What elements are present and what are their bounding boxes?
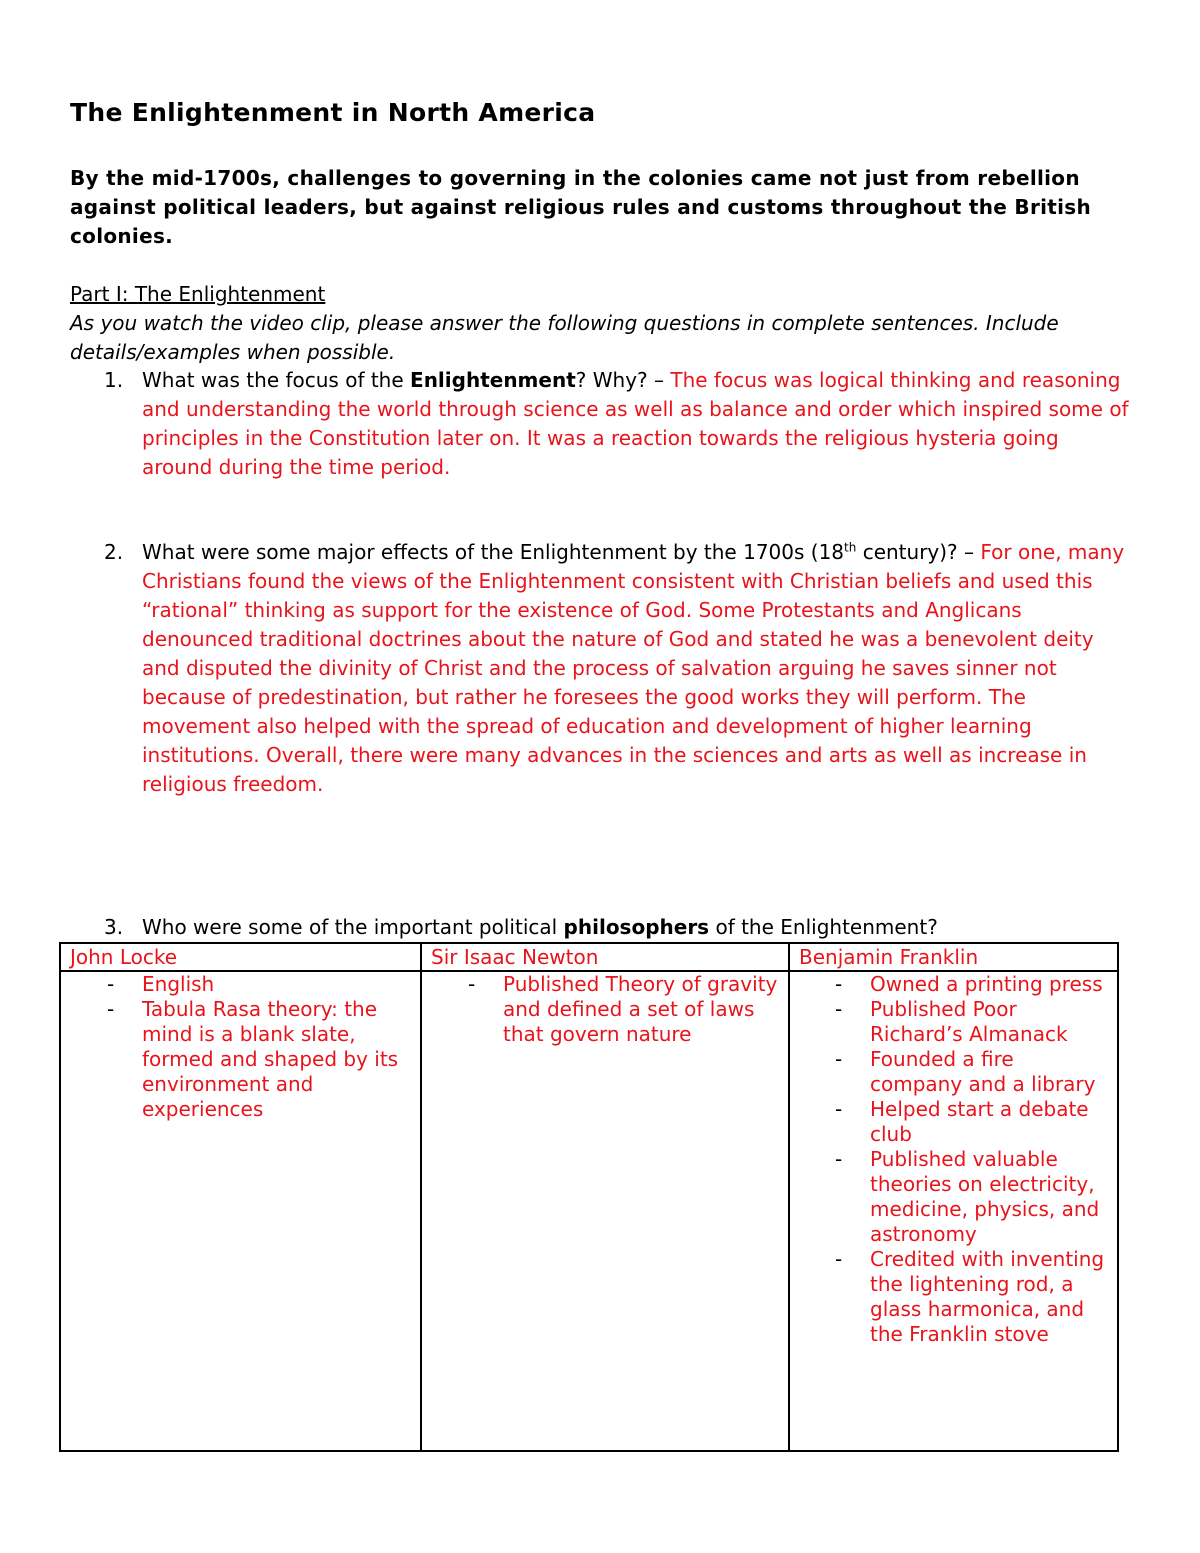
question-text-after: century)? –	[856, 540, 981, 564]
question-3	[70, 913, 1130, 942]
question-keyword: philosophers	[563, 915, 710, 939]
question-text-after: ? Why? –	[575, 368, 671, 392]
question-keyword: Enlightenment	[410, 368, 576, 392]
table-header-cell: Sir Isaac Newton	[421, 943, 789, 971]
table-header-cell: John Locke	[60, 943, 421, 971]
bullet-list	[870, 972, 1117, 1347]
list-item: - Helped start a debate club	[870, 1097, 1112, 1147]
question-number: 1.	[104, 368, 124, 392]
list-item: - Credited with inventing the lightening rod, a glass harmonica, and the Franklin stove	[870, 1247, 1112, 1347]
intro-paragraph: By the mid-1700s, challenges to governing in the colonies came not just from rebellion against political leaders, but against religious rules and customs throughout the British colonies.	[70, 166, 1092, 248]
table-cell-newton	[421, 971, 789, 1451]
list-item: - English	[142, 972, 412, 997]
question-text-after: of the Enlightenment?	[709, 915, 938, 939]
question-1	[70, 366, 1130, 482]
instructions: As you watch the video clip, please answer the following questions in complete sentences. Include details/examples when possible.	[70, 311, 1059, 364]
document-title: The Enlightenment in North America	[70, 98, 596, 127]
question-body	[142, 366, 1130, 482]
table-row	[60, 971, 1118, 1451]
question-2	[70, 538, 1130, 799]
table-cell-franklin	[789, 971, 1118, 1451]
table-cell-locke	[60, 971, 421, 1451]
answer-text: The focus was logical thinking and reasoning and understanding the world through science as well as balance and order which inspired some of principles in the Constitution later on. It was a reaction towards the religious hysteria going around during the time period.	[142, 368, 1129, 479]
list-item: - Founded a fire company and a library	[870, 1047, 1112, 1097]
bullet-list	[503, 972, 788, 1047]
table-header-cell: Benjamin Franklin	[789, 943, 1118, 971]
list-item: - Published valuable theories on electricity, medicine, physics, and astronomy	[870, 1147, 1112, 1247]
question-text: What were some major effects of the Enlightenment by the 1700s (18	[142, 540, 845, 564]
ordinal-superscript: th	[844, 540, 857, 555]
list-item: - Owned a printing press	[870, 972, 1112, 997]
question-text: Who were some of the important political	[142, 915, 564, 939]
question-number: 2.	[104, 540, 124, 564]
philosophers-table	[59, 942, 1119, 1452]
list-item: - Published Theory of gravity and defined a set of laws that govern nature	[503, 972, 781, 1047]
answer-text: For one, many Christians found the views of the Enlightenment consistent with Christian beliefs and used this “rational” thinking as support for the existence of God. Some Protestants and Anglicans denounced traditional doctrines about the nature of God and stated he was a benevolent deity and disputed the divinity of Christ and the process of salvation arguing he saves sinner not because of predestination, but rather he foresees the good works they will perform. The movement also helped with the spread of education and development of higher learning institutions. Overall, there were many advances in the sciences and arts as well as increase in religious freedom.	[142, 540, 1125, 796]
list-item: - Tabula Rasa theory: the mind is a blank slate, formed and shaped by its environment and experiences	[142, 997, 412, 1122]
list-item: - Published Poor Richard’s Almanack	[870, 997, 1112, 1047]
question-number: 3.	[104, 915, 124, 939]
bullet-list	[142, 972, 420, 1122]
question-body	[142, 913, 1130, 942]
question-text: What was the focus of the	[142, 368, 411, 392]
question-body	[142, 538, 1130, 799]
table-header-row	[60, 943, 1118, 971]
part-heading: Part I: The Enlightenment	[70, 282, 326, 306]
